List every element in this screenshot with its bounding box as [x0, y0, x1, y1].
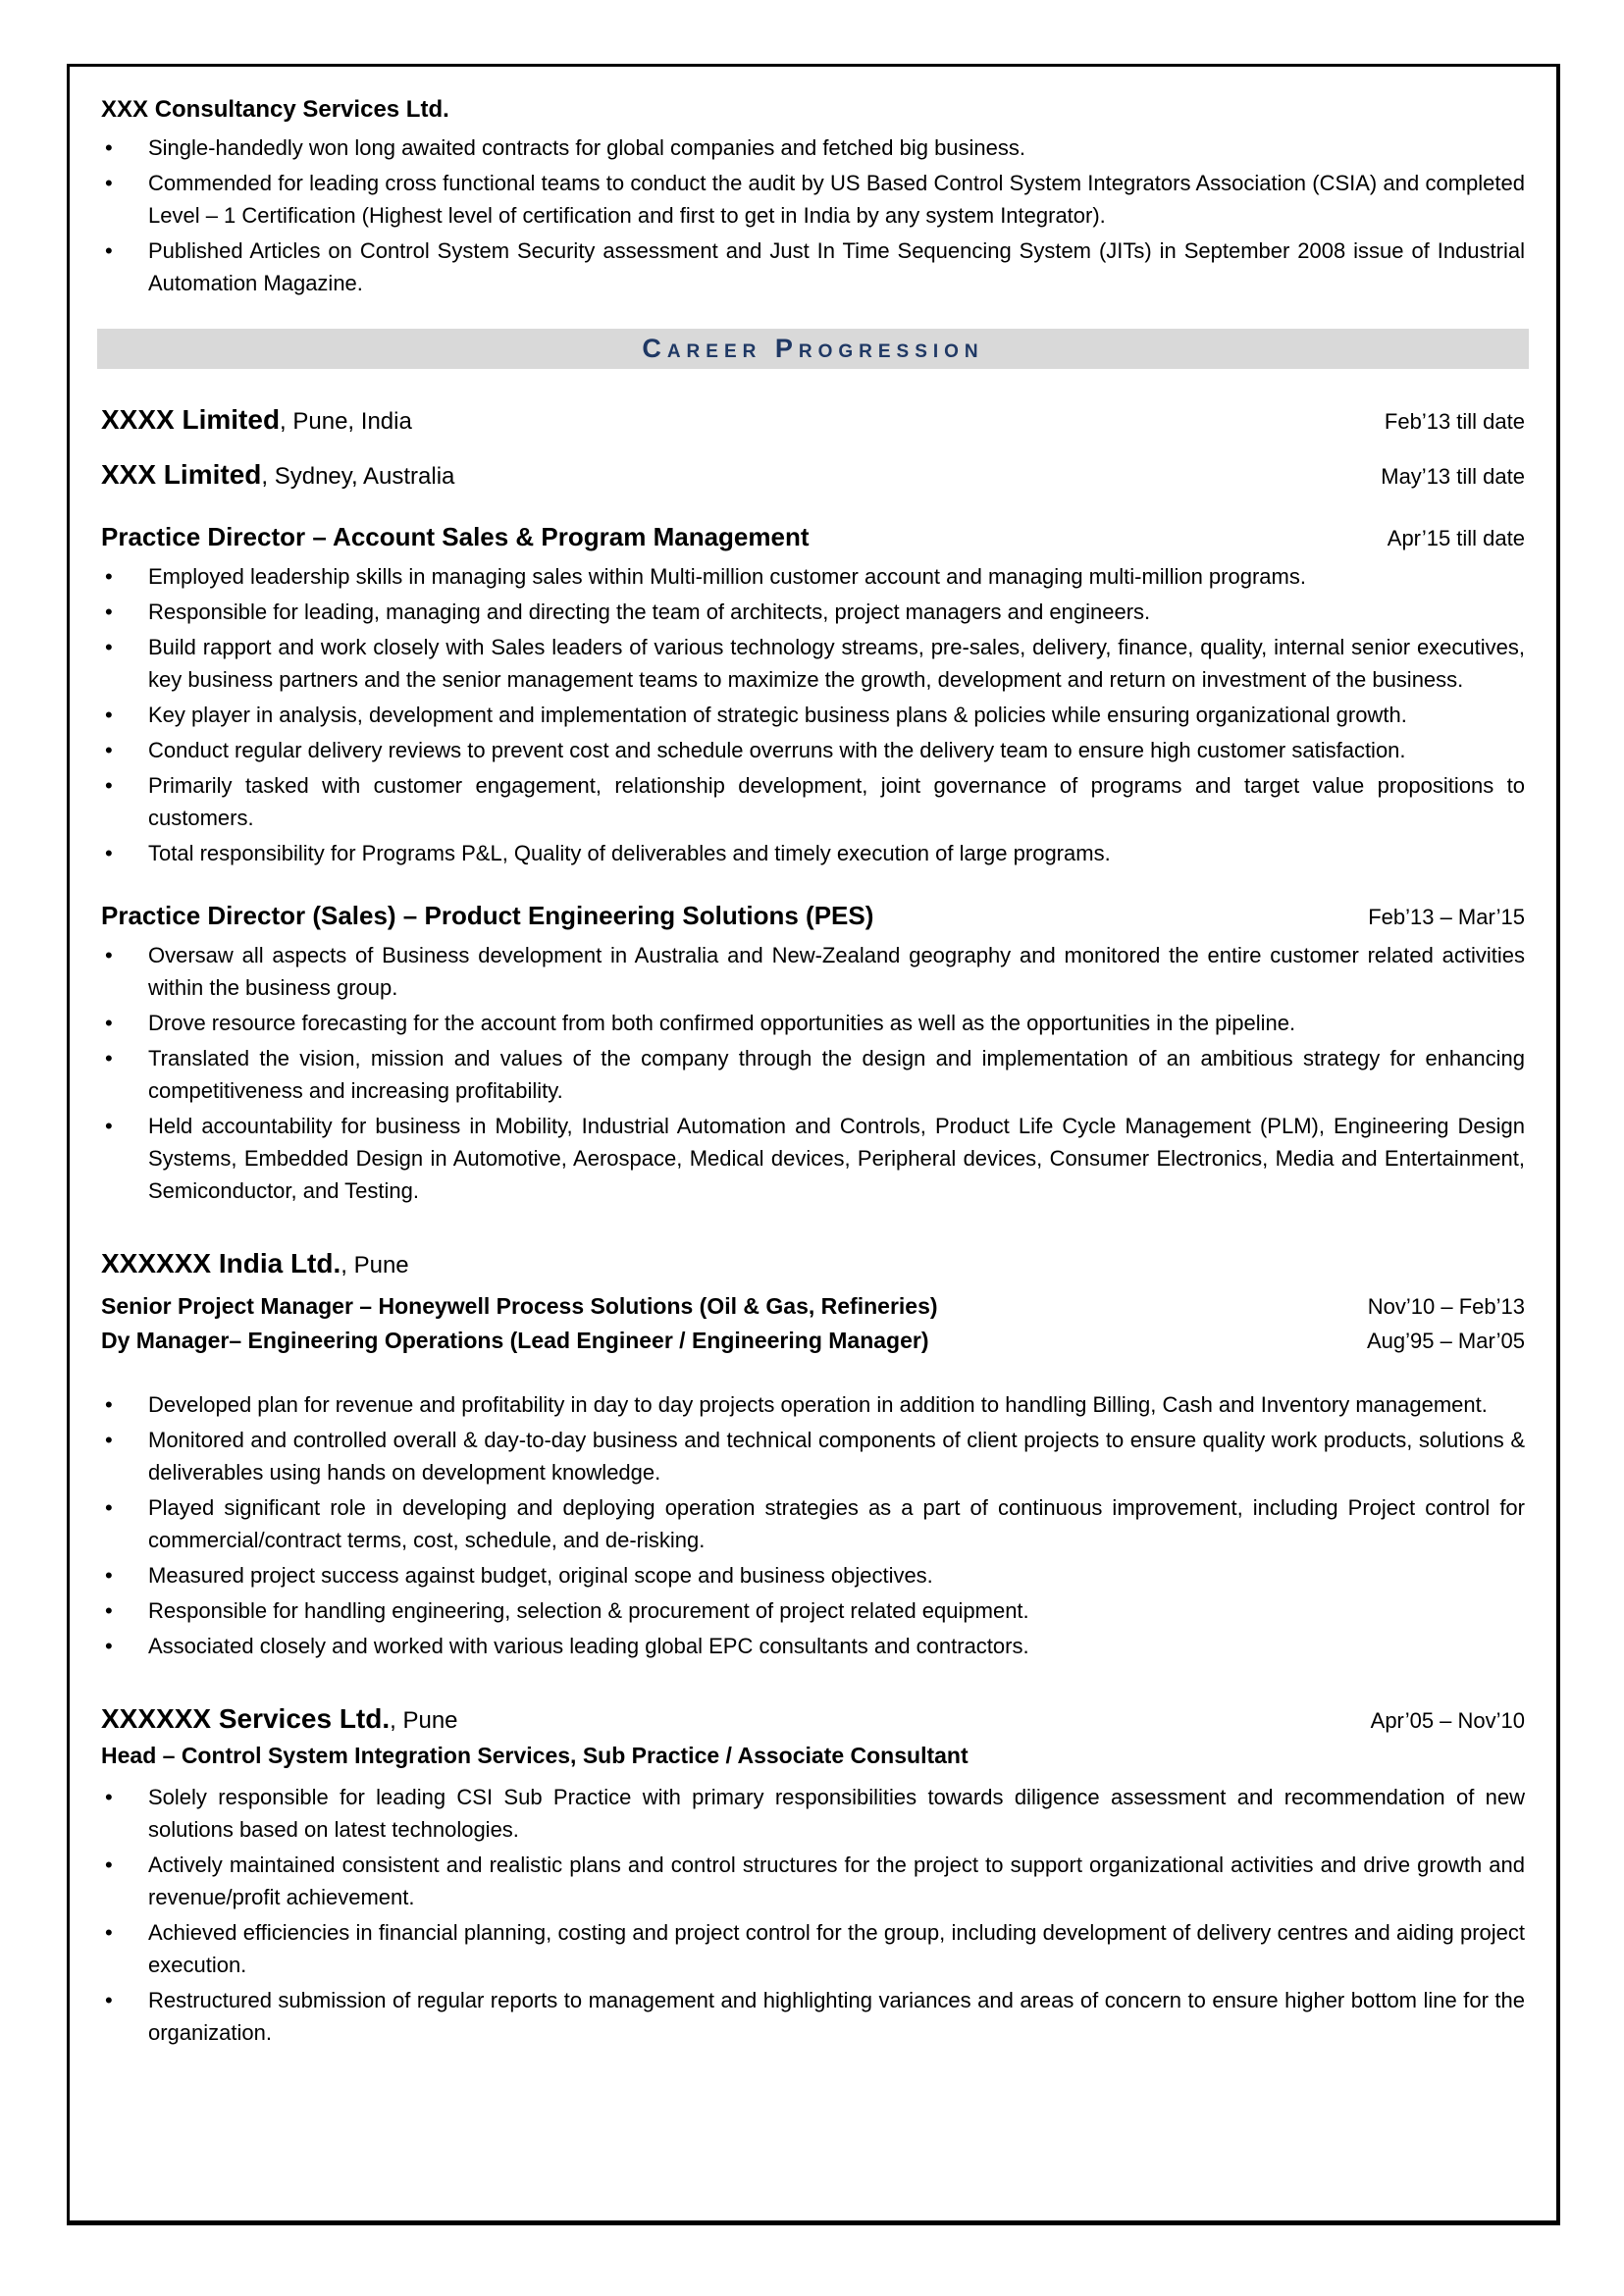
company-location: , Pune: [341, 1252, 409, 1278]
company-location: , Pune, India: [280, 408, 412, 435]
bullet-item: • Oversaw all aspects of Business development in Australia and New-Zealand geography and monitored the entire customer related activities within the business group.: [101, 939, 1525, 1004]
employer-row: [101, 459, 1525, 491]
employer-name-line: [101, 1703, 1351, 1735]
bullet-item: • Actively maintained consistent and realistic plans and control structures for the project to support organizational activities and drive growth and revenue/profit achievement.: [101, 1849, 1525, 1913]
bullet-item: • Solely responsible for leading CSI Sub Practice with primary responsibilities towards diligence assessment and recommendation of new solutions based on latest technologies.: [101, 1781, 1525, 1846]
summary-bullet-list: [101, 131, 1525, 299]
bullet-item: • Total responsibility for Programs P&L, Quality of deliverables and timely execution of large programs.: [101, 837, 1525, 869]
employer-name-line: [101, 1248, 1525, 1279]
bullet-item: • Developed plan for revenue and profitability in day to day projects operation in addition to handling Billing, Cash and Inventory management.: [101, 1388, 1525, 1421]
employer-row: [101, 404, 1525, 436]
bullet-item: • Played significant role in developing and deploying operation strategies as a part of continuous improvement, including Project control for commercial/contract terms, cost, schedule, and de-risking.: [101, 1491, 1525, 1556]
bullet-item: • Key player in analysis, development and implementation of strategic business plans & policies while ensuring organizational growth.: [101, 699, 1525, 731]
date-range: May’13 till date: [1381, 464, 1525, 489]
bullet-item: • Associated closely and worked with various leading global EPC consultants and contractors.: [101, 1630, 1525, 1662]
employer-name-line: [101, 459, 1361, 491]
position-title: Senior Project Manager – Honeywell Process Solutions (Oil & Gas, Refineries): [101, 1293, 938, 1319]
bullet-item: • Commended for leading cross functional teams to conduct the audit by US Based Control System Integrators Association (CSIA) and completed Level – 1 Certification (Highest level of certification and first to get in India by any system Integrator).: [101, 167, 1525, 232]
date-range: Nov’10 – Feb’13: [1367, 1294, 1525, 1319]
bullet-item: • Build rapport and work closely with Sales leaders of various technology streams, pre-sales, delivery, finance, quality, internal senior executives, key business partners and the senior management teams to maximize the growth, development and return on investment of the business.: [101, 631, 1525, 696]
role-bullet-list: [101, 560, 1525, 869]
employer-india-section: [101, 1248, 1525, 1662]
employer-services-section: [101, 1703, 1525, 2049]
bullet-item: • Published Articles on Control System Security assessment and Just In Time Sequencing System (JITs) in September 2008 issue of Industrial Automation Magazine.: [101, 235, 1525, 299]
resume-page-frame: [67, 64, 1560, 2225]
company-location: , Sydney, Australia: [261, 463, 455, 490]
company-name: XXX Limited: [101, 459, 262, 490]
bullet-item: • Held accountability for business in Mobility, Industrial Automation and Controls, Product Life Cycle Management (PLM), Engineering Design Systems, Embedded Design in Automotive, Aerospace, Medical devices, Peripheral devices, Consumer Electronics, Media and Entertainment, Semiconductor, and Testing.: [101, 1110, 1525, 1207]
employer-name-line: [101, 404, 1365, 436]
role-section: [101, 522, 1525, 869]
bullet-item: • Primarily tasked with customer engagement, relationship development, joint governance of programs and target value propositions to customers.: [101, 769, 1525, 834]
career-progression-banner: [97, 329, 1529, 369]
employer-row: [101, 1703, 1525, 1735]
bullet-item: • Measured project success against budget, original scope and business objectives.: [101, 1559, 1525, 1592]
position-row: [101, 1289, 1525, 1324]
position-title: Head – Control System Integration Services, Sub Practice / Associate Consultant: [101, 1743, 969, 1768]
company-location: , Pune: [390, 1707, 458, 1734]
date-range: Feb’13 till date: [1384, 409, 1525, 434]
company-name: XXXXXX Services Ltd.: [101, 1703, 391, 1734]
date-range: Apr’05 – Nov’10: [1370, 1708, 1525, 1733]
bullet-item: • Conduct regular delivery reviews to prevent cost and schedule overruns with the delivery team to ensure high customer satisfaction.: [101, 734, 1525, 766]
bullet-item: • Restructured submission of regular reports to management and highlighting variances and areas of concern to ensure higher bottom line for the organization.: [101, 1984, 1525, 2049]
position-title: Dy Manager– Engineering Operations (Lead Engineer / Engineering Manager): [101, 1327, 929, 1353]
summary-section: [101, 96, 1525, 299]
employer-bullet-list: [101, 1781, 1525, 2049]
role-bullet-list: [101, 939, 1525, 1207]
bullet-item: • Responsible for handling engineering, selection & procurement of project related equipment.: [101, 1594, 1525, 1627]
role-heading-row: [101, 901, 1525, 931]
position-row: [101, 1739, 1525, 1773]
bullet-item: • Single-handedly won long awaited contracts for global companies and fetched big business.: [101, 131, 1525, 164]
bullet-item: • Translated the vision, mission and values of the company through the design and implementation of an ambitious strategy for enhancing competitiveness and increasing profitability.: [101, 1042, 1525, 1107]
summary-company-name: XXX Consultancy Services Ltd.: [101, 96, 449, 123]
position-row: [101, 1324, 1525, 1358]
date-range: Aug’95 – Mar’05: [1366, 1328, 1525, 1353]
role-title: Practice Director – Account Sales & Program Management: [101, 522, 810, 551]
role-section: [101, 901, 1525, 1207]
bullet-item: • Drove resource forecasting for the account from both confirmed opportunities as well as the opportunities in the pipeline.: [101, 1007, 1525, 1039]
current-employers-section: [101, 404, 1525, 491]
bullet-item: • Monitored and controlled overall & day-to-day business and technical components of client projects to ensure quality work products, solutions & deliverables using hands on development knowledge.: [101, 1424, 1525, 1488]
role-title: Practice Director (Sales) – Product Engineering Solutions (PES): [101, 901, 874, 930]
date-range: Apr’15 till date: [1387, 526, 1525, 550]
bullet-item: • Responsible for leading, managing and directing the team of architects, project managers and engineers.: [101, 596, 1525, 628]
company-name: XXXXXX India Ltd.: [101, 1248, 341, 1278]
role-heading-row: [101, 522, 1525, 552]
bullet-item: • Achieved efficiencies in financial planning, costing and project control for the group, including development of delivery centres and aiding project execution.: [101, 1916, 1525, 1981]
date-range: Feb’13 – Mar’15: [1368, 905, 1525, 929]
employer-bullet-list: [101, 1388, 1525, 1662]
company-name: XXXX Limited: [101, 404, 281, 435]
bullet-item: • Employed leadership skills in managing sales within Multi-million customer account and managing multi-million programs.: [101, 560, 1525, 593]
career-progression-title: Career Progression: [642, 334, 984, 363]
